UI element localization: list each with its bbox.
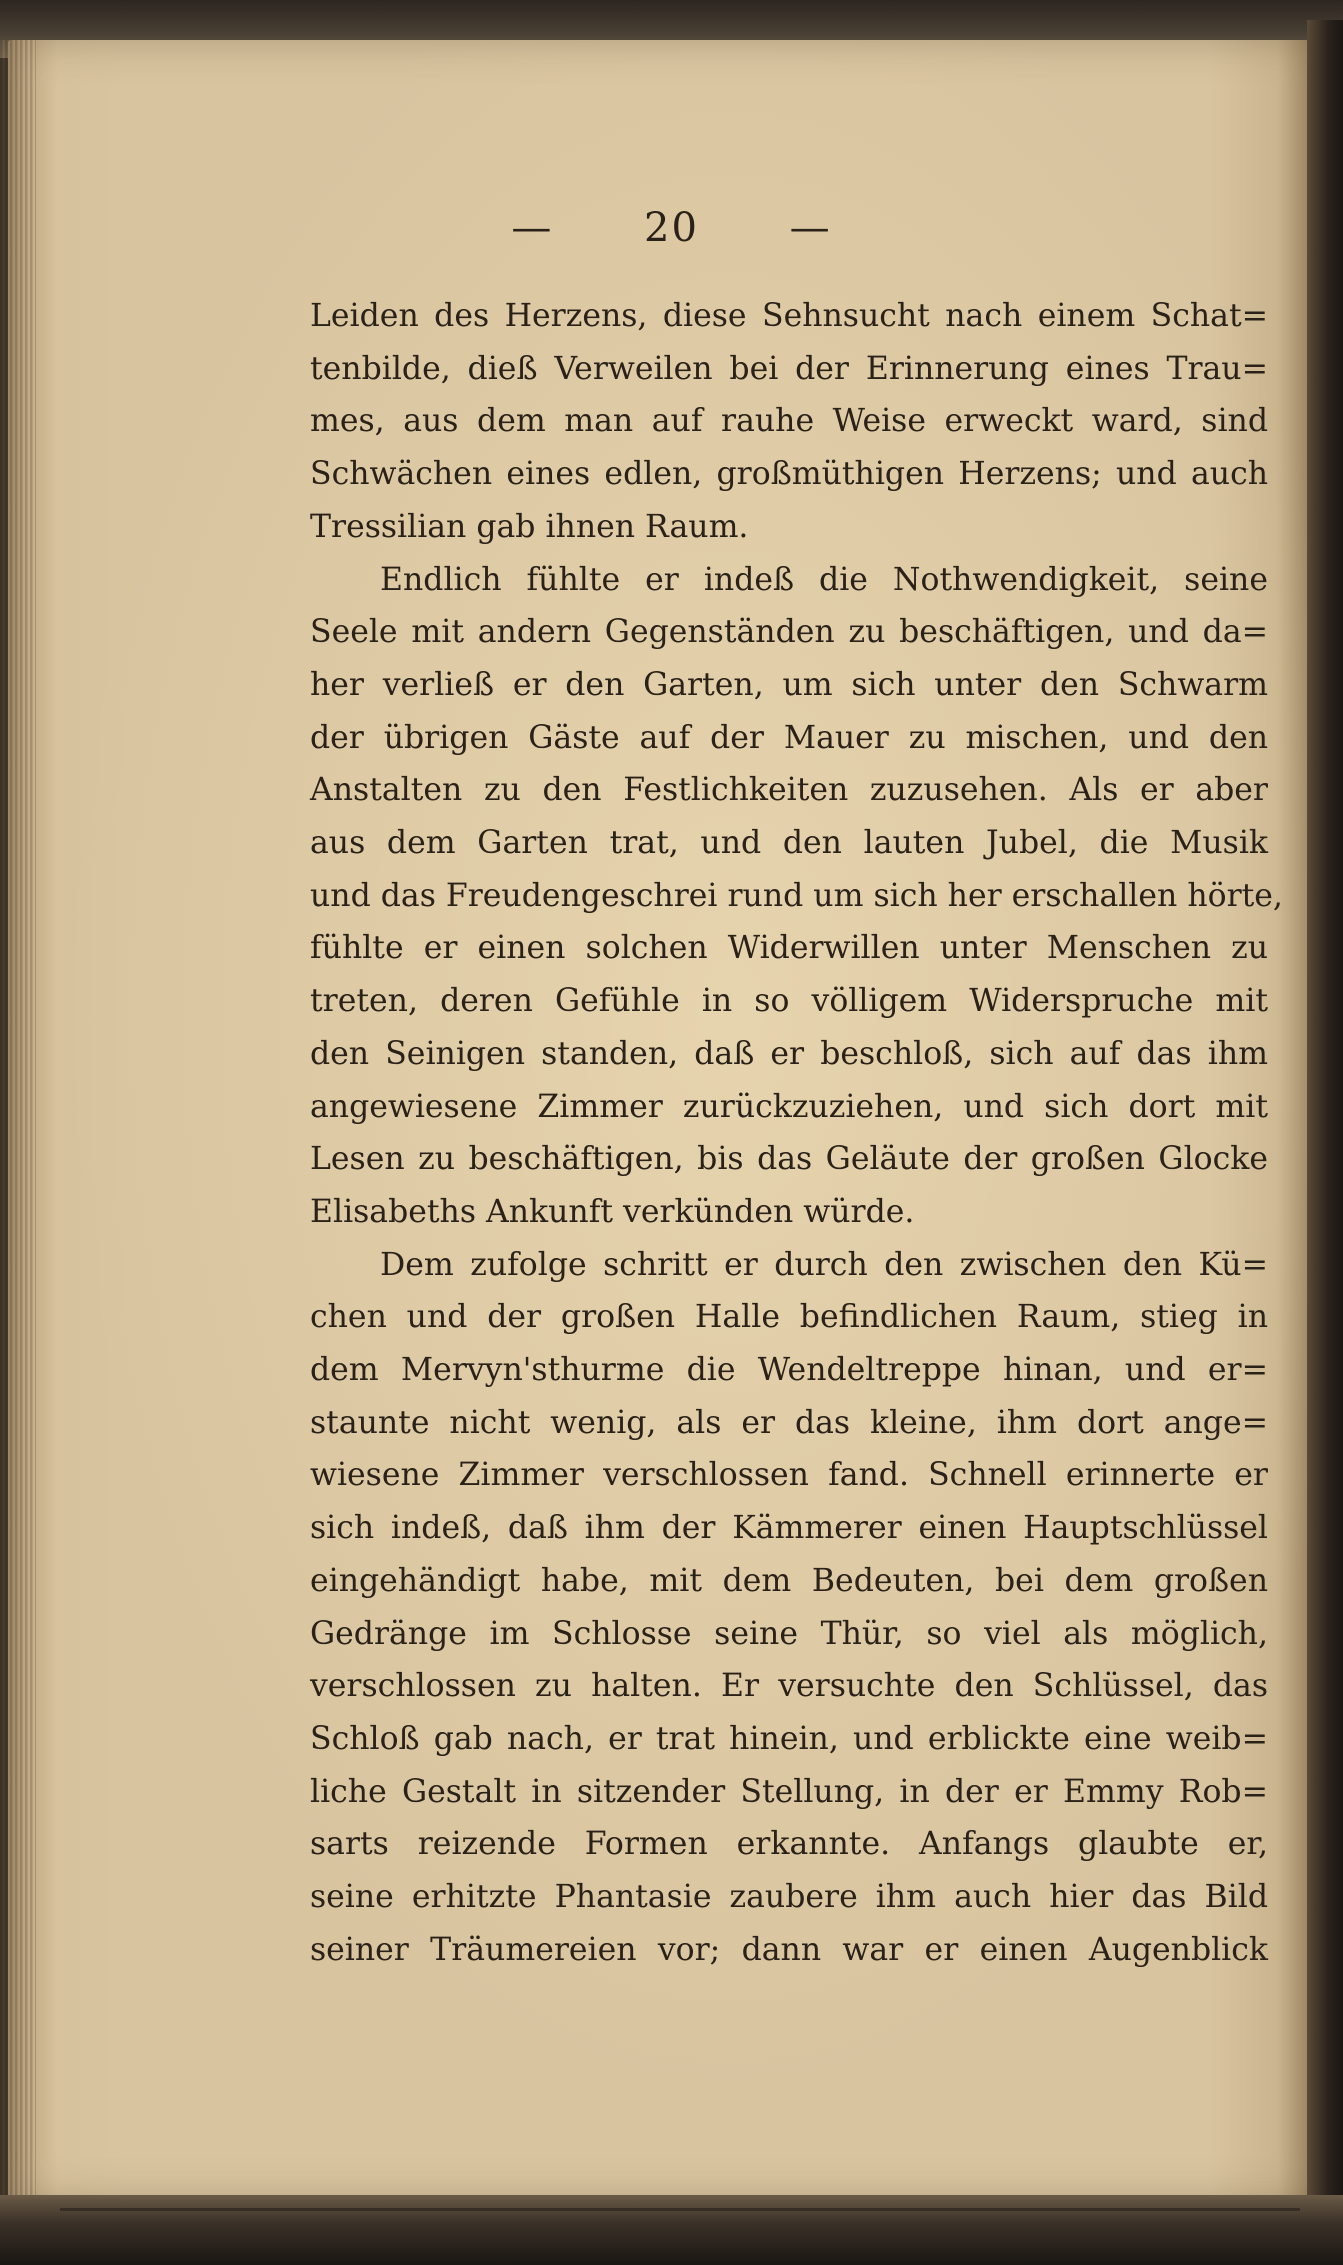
text-line: treten, deren Gefühle in so völligem Widerspruche mit: [310, 983, 1268, 1020]
text-line: Endlich fühlte er indeß die Nothwendigkeit, seine: [380, 561, 1268, 598]
text-line: den Seinigen standen, daß er beschloß, sich auf das ihm: [310, 1035, 1268, 1072]
text-line: wiesene Zimmer verschlossen fand. Schnell erinnerte er: [310, 1457, 1268, 1494]
text-line: mes, aus dem man auf rauhe Weise erweckt ward, sind: [310, 403, 1268, 440]
text-line: aus dem Garten trat, und den lauten Jubel, die Musik: [310, 825, 1268, 862]
header-dash-right: —: [789, 205, 832, 251]
text-line: verschlossen zu halten. Er versuchte den Schlüssel, das: [310, 1668, 1268, 1705]
text-line: eingehändigt habe, mit dem Bedeuten, bei dem großen: [310, 1562, 1268, 1599]
text-line: sarts reizende Formen erkannte. Anfangs glaubte er,: [310, 1826, 1268, 1863]
header-dash-left: —: [511, 205, 554, 251]
text-line: her verließ er den Garten, um sich unter den Schwarm: [310, 666, 1268, 703]
text-line: chen und der großen Halle befindlichen Raum, stieg in: [310, 1299, 1268, 1336]
page-gutter: [0, 40, 36, 2202]
text-line: dem Mervyn'sthurme die Wendeltreppe hinan, und er=: [310, 1352, 1268, 1389]
book-bottom-edge: [0, 2195, 1343, 2265]
text-line: sich indeß, daß ihm der Kämmerer einen Hauptschlüssel: [310, 1510, 1268, 1547]
body-text: [310, 290, 1283, 1977]
page-number: 20: [644, 205, 699, 251]
text-line: seine erhitzte Phantasie zaubere ihm auch hier das Bild: [310, 1879, 1268, 1916]
page-fore-edge: [1307, 20, 1343, 2220]
text-line: tenbilde, dieß Verweilen bei der Erinnerung eines Trau=: [310, 350, 1268, 387]
text-line: Schwächen eines edlen, großmüthigen Herzens; und auch: [310, 456, 1268, 493]
text-line: Anstalten zu den Festlichkeiten zuzusehen. Als er aber: [310, 772, 1268, 809]
text-line: staunte nicht wenig, als er das kleine, ihm dort ange=: [310, 1404, 1268, 1441]
running-header: [0, 205, 1343, 251]
text-line: Seele mit andern Gegenständen zu beschäftigen, und da=: [310, 614, 1268, 651]
text-line: der übrigen Gäste auf der Mauer zu mischen, und den: [310, 719, 1268, 756]
text-line: Dem zufolge schritt er durch den zwischen den Kü=: [380, 1246, 1268, 1283]
text-line: liche Gestalt in sitzender Stellung, in der er Emmy Rob=: [310, 1773, 1268, 1810]
text-line: angewiesene Zimmer zurückzuziehen, und sich dort mit: [310, 1088, 1268, 1125]
text-line: Lesen zu beschäftigen, bis das Geläute der großen Glocke: [310, 1141, 1268, 1178]
text-line: Schloß gab nach, er trat hinein, und erblickte eine weib=: [310, 1720, 1268, 1757]
text-line: Leiden des Herzens, diese Sehnsucht nach einem Schat=: [310, 298, 1268, 334]
text-line: und das Freudengeschrei rund um sich her erschallen hörte,: [310, 877, 1283, 914]
text-line: Tressilian gab ihnen Raum.: [310, 508, 749, 545]
text-line: seiner Träumereien vor; dann war er einen Augenblick: [310, 1931, 1268, 1968]
text-line: Elisabeths Ankunft verkünden würde.: [310, 1193, 915, 1230]
text-line: Gedränge im Schlosse seine Thür, so viel als möglich,: [310, 1615, 1268, 1652]
bottom-rule: [60, 2208, 1300, 2211]
text-line: fühlte er einen solchen Widerwillen unter Menschen zu: [310, 930, 1268, 967]
